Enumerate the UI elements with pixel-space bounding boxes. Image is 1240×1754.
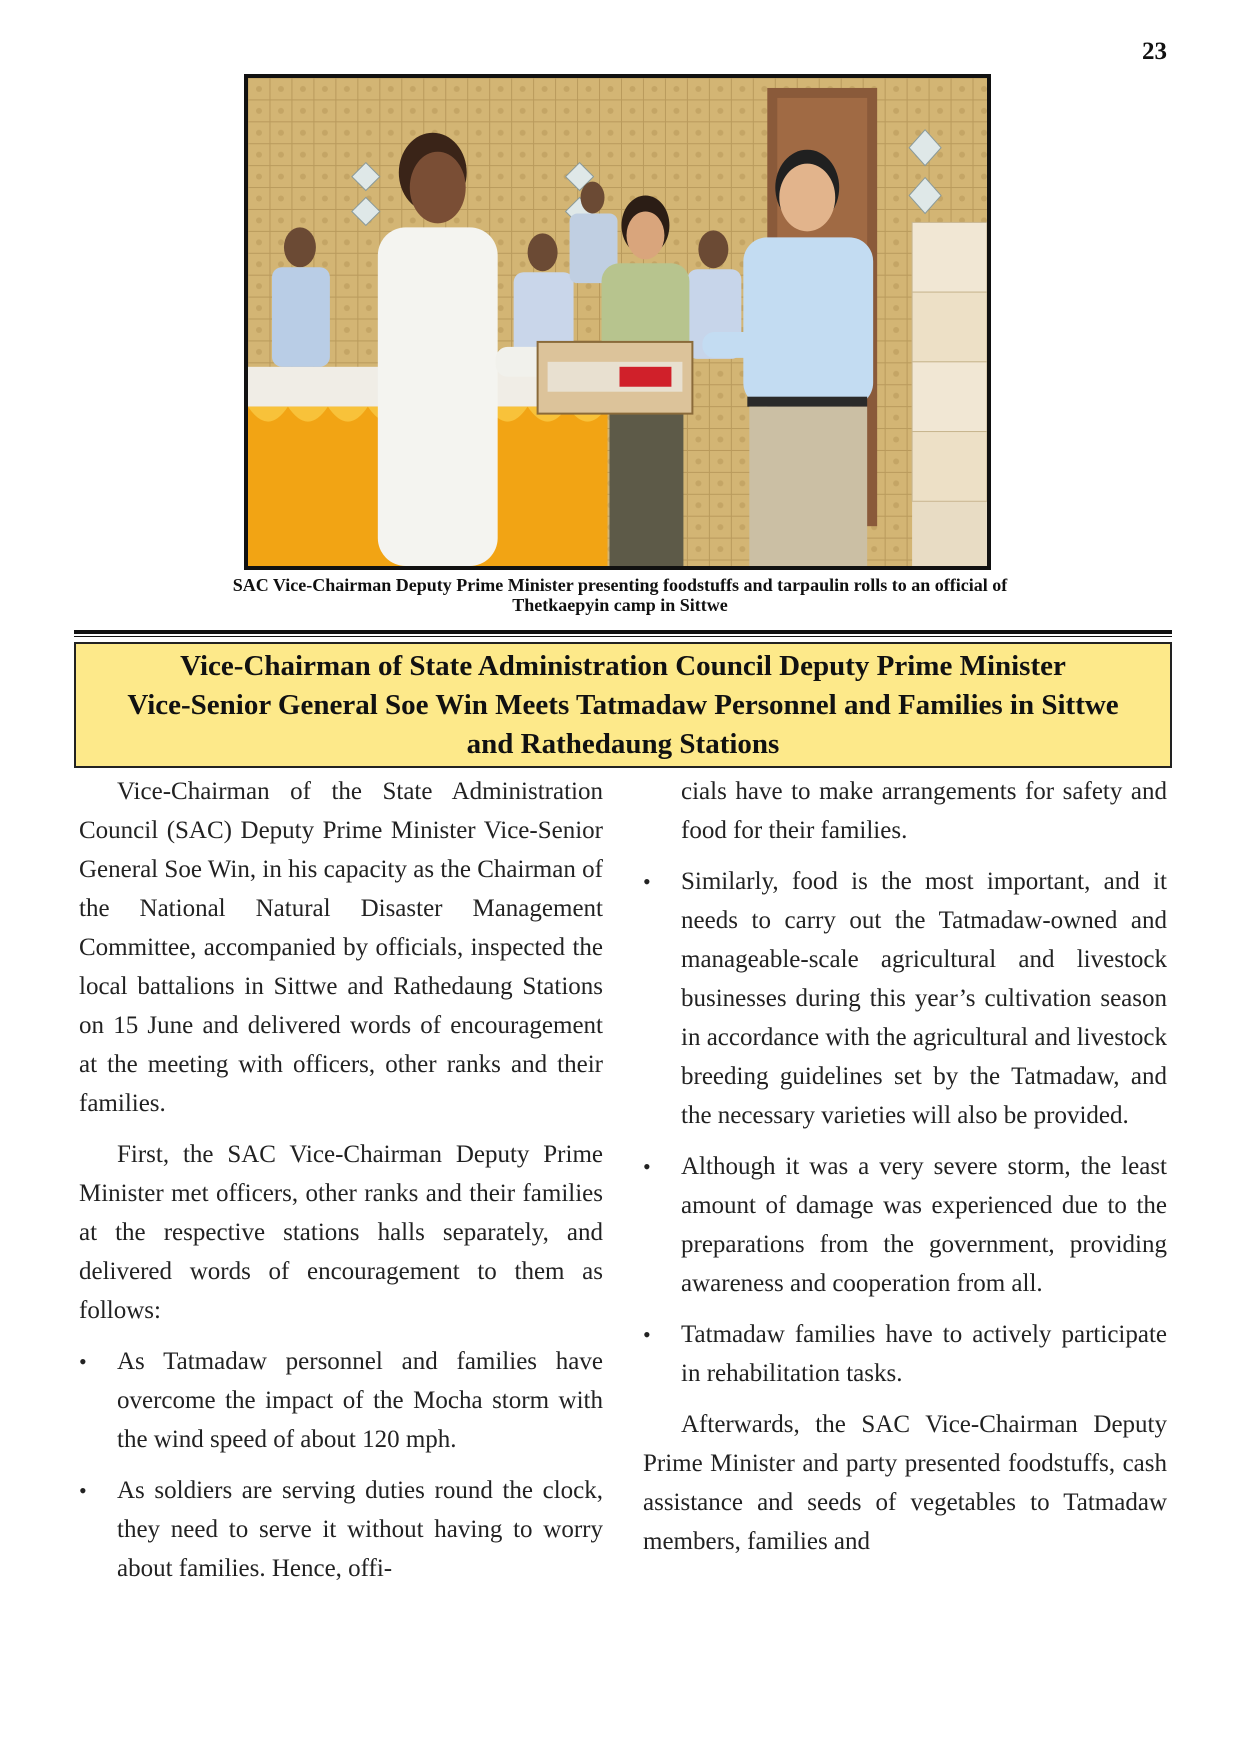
photo-illustration: [248, 78, 987, 566]
list-item: [643, 1315, 1167, 1393]
bullet-icon: •: [79, 1478, 87, 1503]
article-right-column: [643, 772, 1167, 1573]
bullet-icon: •: [79, 1349, 87, 1374]
photo-caption: [130, 575, 1110, 615]
divider-thick: [74, 630, 1172, 634]
list-item: [643, 1147, 1167, 1303]
headline-line-2: Vice-Senior General Soe Win Meets Tatmadaw Personnel and Families in Sittwe: [127, 688, 1119, 721]
caption-line-2: Thetkaepyin camp in Sittwe: [512, 595, 728, 615]
bullet-icon: •: [643, 1322, 651, 1347]
bullet-list: [643, 772, 1167, 1393]
list-item: [79, 1342, 603, 1459]
list-item-text: As soldiers are serving duties round the clock, they need to serve it without having to worry about families. Hence, offi-: [117, 1477, 603, 1582]
list-item-text: Although it was a very severe storm, the least amount of damage was experienced due to the preparations from the government, providing awareness and cooperation from all.: [681, 1153, 1167, 1297]
paragraph: Vice-Chairman of the State Administration Council (SAC) Deputy Prime Minister Vice-Senior General Soe Win, in his capacity as the Chairman of the National Natural Disaster Management Committee, accompanied by officials, inspected the local battalions in Sittwe and Rathedaung Stations on 15 June and delivered words of encouragement at the meeting with officers, other ranks and their families.: [79, 778, 603, 1117]
headline-line-3: and Rathedaung Stations: [466, 727, 780, 760]
headline-box: [74, 642, 1172, 768]
list-item-text: As Tatmadaw personnel and families have overcome the impact of the Mocha storm with the wind speed of about 120 mph.: [117, 1348, 603, 1453]
list-item: [643, 862, 1167, 1135]
list-item-continued: [643, 772, 1167, 850]
list-item-text: Tatmadaw families have to actively participate in rehabilitation tasks.: [681, 1321, 1167, 1387]
paragraph: First, the SAC Vice-Chairman Deputy Prime Minister met officers, other ranks and their families at the respective stations halls separately, and delivered words of encouragement to them as follows:: [79, 1141, 603, 1324]
bullet-icon: •: [643, 869, 651, 894]
divider-thin: [74, 636, 1172, 637]
news-photo: [244, 74, 991, 570]
caption-line-1: SAC Vice-Chairman Deputy Prime Minister presenting foodstuffs and tarpaulin rolls to an official of: [232, 575, 1008, 595]
bullet-list: [79, 1342, 603, 1588]
bullet-icon: •: [643, 1154, 651, 1179]
headline: [121, 647, 1124, 764]
page-number: 23: [1142, 38, 1167, 65]
article-left-column: [79, 772, 603, 1600]
list-item: [79, 1471, 603, 1588]
paragraph: Afterwards, the SAC Vice-Chairman Deputy Prime Minister and party presented foodstuffs, cash assistance and seeds of vegetables to Tatmadaw members, families and: [643, 1411, 1167, 1555]
list-item-text: cials have to make arrangements for safety and food for their families.: [681, 778, 1167, 844]
list-item-text: Similarly, food is the most important, and it needs to carry out the Tatmadaw-owned and manageable-scale agricultural and livestock businesses during this year’s cultivation season in accordance with the agricultural and livestock breeding guidelines set by the Tatmadaw, and the necessary varieties will also be provided.: [681, 868, 1167, 1129]
headline-line-1: Vice-Chairman of State Administration Council Deputy Prime Minister: [180, 649, 1066, 682]
